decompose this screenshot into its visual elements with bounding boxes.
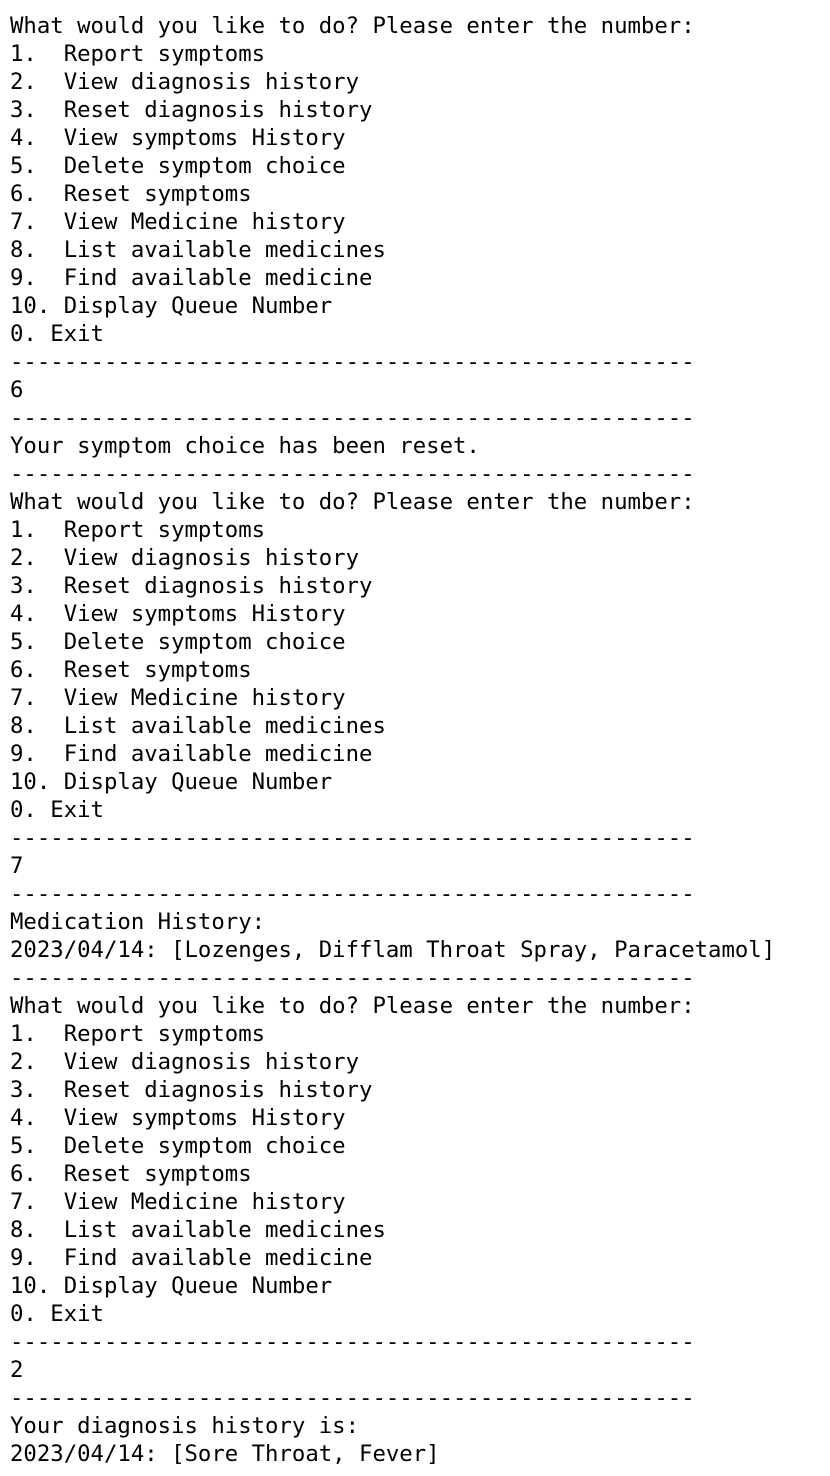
response-heading-line: Your diagnosis history is: <box>10 1413 360 1439</box>
menu-option-reset-symptoms: 6. Reset symptoms <box>10 1161 252 1187</box>
menu-option-exit: 0. Exit <box>10 321 104 347</box>
separator-line: --------------------------------------------------- <box>10 349 695 375</box>
prompt-line: What would you like to do? Please enter the number: <box>10 489 695 515</box>
menu-option-list-available-medicines: 8. List available medicines <box>10 237 386 263</box>
separator-line: --------------------------------------------------- <box>10 965 695 991</box>
menu-option-find-available-medicine: 9. Find available medicine <box>10 265 373 291</box>
menu-option-view-medicine-history: 7. View Medicine history <box>10 209 346 235</box>
menu-option-list-available-medicines: 8. List available medicines <box>10 1217 386 1243</box>
response-line: 2023/04/14: [Lozenges, Difflam Throat Spray, Paracetamol] <box>10 937 776 963</box>
menu-option-view-medicine-history: 7. View Medicine history <box>10 685 346 711</box>
menu-option-report-symptoms: 1. Report symptoms <box>10 1021 266 1047</box>
menu-option-reset-diagnosis-history: 3. Reset diagnosis history <box>10 1077 373 1103</box>
prompt-line: What would you like to do? Please enter the number: <box>10 13 695 39</box>
menu-option-view-diagnosis-history: 2. View diagnosis history <box>10 545 360 571</box>
menu-option-display-queue-number: 10. Display Queue Number <box>10 769 333 795</box>
menu-option-delete-symptom-choice: 5. Delete symptom choice <box>10 629 346 655</box>
response-heading-line: Medication History: <box>10 909 266 935</box>
menu-option-view-symptoms-history: 4. View symptoms History <box>10 601 346 627</box>
menu-option-exit: 0. Exit <box>10 797 104 823</box>
menu-option-report-symptoms: 1. Report symptoms <box>10 41 266 67</box>
user-input-line: 7 <box>10 853 24 879</box>
menu-option-report-symptoms: 1. Report symptoms <box>10 517 266 543</box>
separator-line: --------------------------------------------------- <box>10 1329 695 1355</box>
menu-option-view-medicine-history: 7. View Medicine history <box>10 1189 346 1215</box>
menu-option-reset-diagnosis-history: 3. Reset diagnosis history <box>10 573 373 599</box>
menu-option-delete-symptom-choice: 5. Delete symptom choice <box>10 153 346 179</box>
menu-option-reset-symptoms: 6. Reset symptoms <box>10 657 252 683</box>
separator-line: --------------------------------------------------- <box>10 881 695 907</box>
separator-line: --------------------------------------------------- <box>10 1385 695 1411</box>
user-input-line: 6 <box>10 377 24 403</box>
response-line: Your symptom choice has been reset. <box>10 433 480 459</box>
menu-option-list-available-medicines: 8. List available medicines <box>10 713 386 739</box>
separator-line: --------------------------------------------------- <box>10 825 695 851</box>
separator-line: --------------------------------------------------- <box>10 461 695 487</box>
terminal-output <box>10 12 775 1468</box>
user-input-line: 2 <box>10 1357 24 1383</box>
menu-option-delete-symptom-choice: 5. Delete symptom choice <box>10 1133 346 1159</box>
menu-option-view-symptoms-history: 4. View symptoms History <box>10 1105 346 1131</box>
menu-option-view-diagnosis-history: 2. View diagnosis history <box>10 69 360 95</box>
menu-option-view-symptoms-history: 4. View symptoms History <box>10 125 346 151</box>
separator-line: --------------------------------------------------- <box>10 405 695 431</box>
menu-option-view-diagnosis-history: 2. View diagnosis history <box>10 1049 360 1075</box>
menu-option-find-available-medicine: 9. Find available medicine <box>10 741 373 767</box>
menu-option-find-available-medicine: 9. Find available medicine <box>10 1245 373 1271</box>
prompt-line: What would you like to do? Please enter the number: <box>10 993 695 1019</box>
response-line: 2023/04/14: [Sore Throat, Fever] <box>10 1441 440 1467</box>
menu-option-reset-symptoms: 6. Reset symptoms <box>10 181 252 207</box>
menu-option-display-queue-number: 10. Display Queue Number <box>10 1273 333 1299</box>
menu-option-reset-diagnosis-history: 3. Reset diagnosis history <box>10 97 373 123</box>
menu-option-display-queue-number: 10. Display Queue Number <box>10 293 333 319</box>
menu-option-exit: 0. Exit <box>10 1301 104 1327</box>
